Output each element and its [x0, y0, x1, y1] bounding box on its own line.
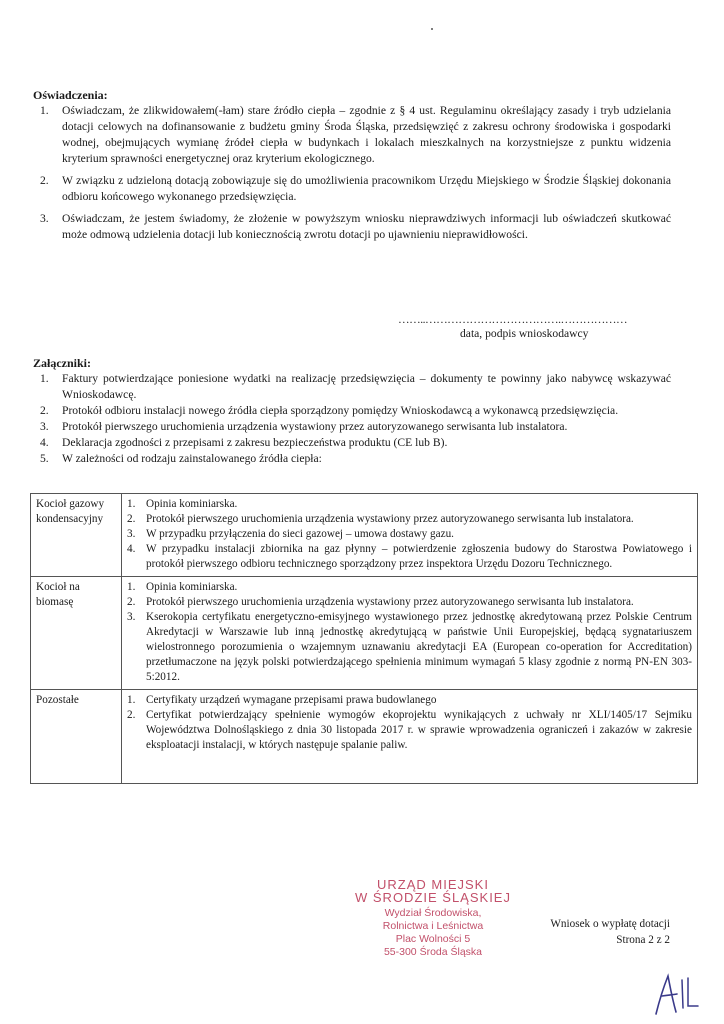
- heat-source-type: Pozostałe: [31, 690, 122, 784]
- handwritten-initials: [650, 968, 705, 1018]
- requirement-item: 2. Protokół pierwszego uruchomienia urządzenia wystawiony przez autoryzowanego serwisanta lub instalatora.: [127, 513, 634, 525]
- statement-item: 1. Oświadczam, że zlikwidowałem(-łam) stare źródło ciepła – zgodnie z § 4 ust. Regulaminu określający zasady i tryb udzielania dotacji celowych na dofinansowanie z budżetu gminy Środa Śląska, przedsięwzięć z zakresu ochrony środowiska i gospodarki wodnej, obejmujących wymianę źródeł ciepła w budynkach i lokalach mieszkalnych na korzystniejsze z punktu widzenia kryterium sprawności energetycznej oraz kryterium ekologicznego.: [40, 104, 671, 165]
- requirement-item: 4. W przypadku instalacji zbiornika na gaz płynny – potwierdzenie zgłoszenia budowy do Starostwa Powiatowego i protokół pierwszego odbioru technicznego sporządzony przez inspektora Urzędu Dozoru Technicznego.: [127, 543, 692, 570]
- statements-list: [40, 103, 671, 243]
- office-stamp: [343, 878, 523, 959]
- attachment-item: 3. Protokół pierwszego uruchomienia urządzenia wystawiony przez autoryzowanego serwisanta lub instalatora.: [40, 420, 568, 433]
- heat-source-type: Kocioł na biomasę: [31, 577, 122, 690]
- stamp-line: W ŚRODZIE ŚLĄSKIEJ: [355, 890, 511, 905]
- requirement-item: 1. Opinia kominiarska.: [127, 498, 238, 510]
- attachment-item: 2. Protokół odbioru instalacji nowego źródła ciepła sporządzony pomiędzy Wnioskodawcą a wykonawcą przedsięwzięcia.: [40, 404, 619, 417]
- scan-dot: [431, 28, 433, 30]
- attachment-item: 5. W zależności od rodzaju zainstalowanego źródła ciepła:: [40, 452, 322, 465]
- page-footer: [550, 916, 670, 948]
- requirement-item: 3. W przypadku przyłączenia do sieci gazowej – umowa dostawy gazu.: [127, 528, 454, 540]
- stamp-line: Plac Wolności 5: [395, 933, 471, 945]
- heat-source-table: [30, 493, 698, 784]
- attachment-item: 1. Faktury potwierdzające poniesione wydatki na realizację przedsięwzięcia – dokumenty te powinny jako nabywcę wskazywać Wnioskodawcę.: [40, 372, 671, 401]
- attachments-list: [40, 371, 671, 467]
- stamp-line: Rolnictwa i Leśnictwa: [382, 920, 484, 932]
- table-row: [31, 494, 698, 577]
- footer-title: Wniosek o wypłatę dotacji: [550, 918, 670, 930]
- attachments-heading: Załączniki:: [33, 356, 92, 370]
- page-number: Strona 2 z 2: [616, 934, 670, 946]
- requirements-cell: [122, 577, 698, 690]
- stamp-line: Wydział Środowiska,: [384, 907, 482, 919]
- statements-heading: Oświadczenia:: [33, 88, 108, 102]
- stamp-line: 55-300 Środa Śląska: [383, 946, 483, 958]
- requirement-item: 2. Certyfikat potwierdzający spełnienie wymogów ekoprojektu wynikających z uchwały nr XLI/1405/17 Sejmiku Województwa Dolnośląskiego z dnia 30 listopada 2017 r. w sprawie wprowadzenia ograniczeń i zakazów w zakresie eksploatacji instalacji, w których następuje spalanie paliw.: [127, 709, 692, 751]
- requirement-item: 3. Kserokopia certyfikatu energetyczno-emisyjnego wystawionego przez jednostkę akredytowaną przez Polskie Centrum Akredytacji w Warszawie lub inną jednostkę akredytującą w państwie Unii Europejskiej, będącą sygnatariuszem wielostronnego porozumienia o wzajemnym uznawaniu akredytacji EA (European co-operation for Accreditation) przetłumaczone na język polski potwierdzającego spełnienia minimum wymagań 5 klasy zgodnie z normą PN-EN 303-5:2012.: [127, 611, 692, 683]
- stamp-line: URZĄD MIEJSKI: [377, 877, 489, 892]
- requirements-cell: [122, 494, 698, 577]
- statement-item: 2. W związku z udzieloną dotacją zobowiązuje się do umożliwienia pracownikom Urzędu Miejskiego w Środzie Śląskiej dokonania odbioru końcowego wykonanego przedsięwzięcia.: [40, 174, 671, 203]
- attachment-item: 4. Deklaracja zgodności z przepisami z zakresu bezpieczeństwa produktu (CE lub B).: [40, 436, 448, 449]
- requirement-item: 1. Certyfikaty urządzeń wymagane przepisami prawa budowlanego: [127, 694, 437, 706]
- signature-line: ……..……………………………….………………: [398, 313, 628, 326]
- table-row: [31, 690, 698, 784]
- table-row: [31, 577, 698, 690]
- signature-caption: data, podpis wnioskodawcy: [460, 327, 589, 340]
- requirements-cell: [122, 690, 698, 784]
- requirement-item: 1. Opinia kominiarska.: [127, 581, 238, 593]
- requirement-item: 2. Protokół pierwszego uruchomienia urządzenia wystawiony przez autoryzowanego serwisanta lub instalatora.: [127, 596, 634, 608]
- heat-source-type: Kocioł gazowy kondensacyjny: [31, 494, 122, 577]
- statement-item: 3. Oświadczam, że jestem świadomy, że złożenie w powyższym wniosku nieprawdziwych informacji lub oświadczeń skutkować może odmową udzielenia dotacji lub koniecznością zwrotu dotacji po ujawnieniu nieprawidłowości.: [40, 212, 671, 241]
